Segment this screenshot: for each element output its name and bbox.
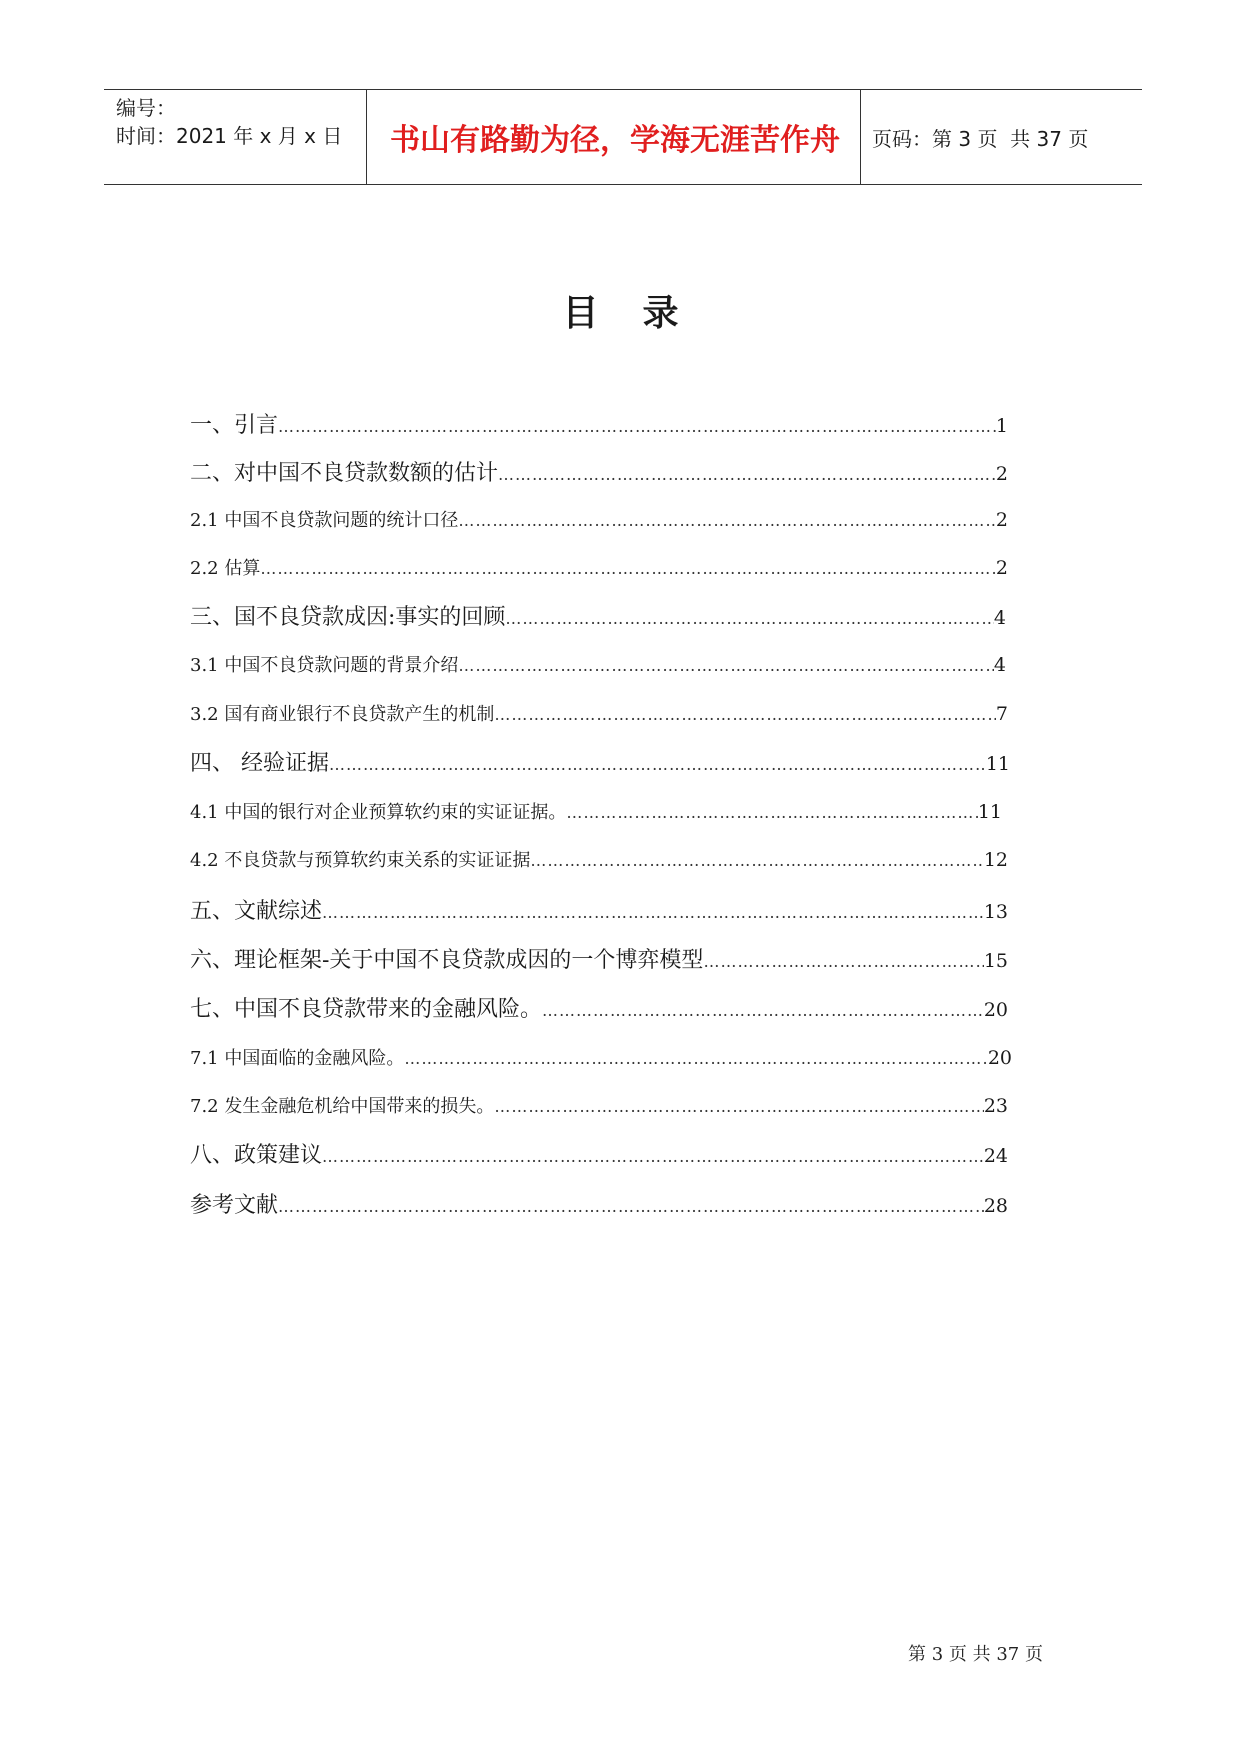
header-divider <box>366 90 367 184</box>
dot-leader <box>322 1147 984 1166</box>
toc-entry-page: 12 <box>983 849 1008 871</box>
dot-leader <box>458 656 994 675</box>
toc-entry[interactable] <box>190 746 1010 777</box>
header-divider <box>860 90 861 184</box>
toc-entry[interactable] <box>190 600 1006 631</box>
toc-entry-page: 1 <box>995 415 1008 437</box>
dot-leader <box>530 851 983 870</box>
toc-entry-title: 7.1 中国面临的金融风险。 <box>190 1048 405 1069</box>
header-page-info: 页码：第 3 页 共 37 页 <box>872 126 1089 151</box>
page-footer: 第 3 页 共 37 页 <box>908 1644 1043 1665</box>
toc-entry[interactable] <box>190 456 1008 487</box>
header-motto: 书山有路勤为径，学海无涯苦作舟 <box>390 123 840 158</box>
toc-entry-page: 2 <box>995 509 1008 531</box>
dot-leader <box>458 511 996 530</box>
toc-entry-page: 23 <box>983 1095 1008 1117</box>
toc-entry-page: 24 <box>983 1145 1008 1167</box>
toc-entry[interactable] <box>190 1092 1008 1118</box>
toc-entry-page: 2 <box>995 557 1008 579</box>
serial-label: 编号： <box>116 96 176 120</box>
toc-entry-title: 4.1 中国的银行对企业预算软约束的实证证据。 <box>190 802 567 823</box>
dot-leader <box>703 952 983 971</box>
toc-entry[interactable] <box>190 700 1008 726</box>
dot-leader <box>322 903 984 922</box>
page-title: 目录 <box>562 293 723 334</box>
toc-entry-title: 3.2 国有商业银行不良贷款产生的机制 <box>190 704 495 725</box>
dot-leader <box>329 755 986 774</box>
toc-entry[interactable] <box>190 506 1008 532</box>
dot-leader <box>278 417 996 436</box>
toc-entry-page: 4 <box>993 654 1006 676</box>
toc-entry[interactable] <box>190 554 1008 580</box>
toc-entry-title: 五、文献综述 <box>190 899 323 924</box>
toc-entry-title: 六、理论框架-关于中国不良贷款成因的一个博弈模型 <box>190 948 704 973</box>
toc-entry-title: 七、中国不良贷款带来的金融风险。 <box>190 997 543 1022</box>
dot-leader <box>494 1097 983 1116</box>
toc-entry[interactable] <box>190 798 1002 824</box>
toc-entry-page: 15 <box>983 950 1008 972</box>
toc-entry-title: 三、国不良贷款成因:事实的回顾 <box>190 605 506 630</box>
toc-entry[interactable] <box>190 846 1008 872</box>
toc-entry-title: 八、政策建议 <box>190 1143 323 1168</box>
dot-leader <box>542 1001 984 1020</box>
toc-entry[interactable] <box>190 651 1006 677</box>
dot-leader <box>260 559 996 578</box>
toc-entry-title: 二、对中国不良贷款数额的估计 <box>190 461 499 486</box>
toc-entry-page: 20 <box>983 999 1008 1021</box>
toc-entry[interactable] <box>190 408 1008 439</box>
toc-entry[interactable] <box>190 943 1008 974</box>
toc-entry[interactable] <box>190 894 1008 925</box>
toc-entry-page: 20 <box>987 1047 1012 1069</box>
toc-entry-page: 13 <box>983 901 1008 923</box>
toc-entry[interactable] <box>190 1044 1012 1070</box>
header-meta <box>116 94 342 150</box>
toc-entry[interactable] <box>190 1138 1008 1169</box>
dot-leader <box>566 803 977 822</box>
toc-entry-title: 2.2 估算 <box>190 558 261 579</box>
dot-leader <box>278 1197 984 1216</box>
dot-leader <box>494 705 996 724</box>
toc-entry-title: 2.1 中国不良贷款问题的统计口径 <box>190 510 459 531</box>
toc-entry-title: 一、引言 <box>190 413 279 438</box>
toc-entry[interactable] <box>190 992 1008 1023</box>
toc-entry-title: 四、 经验证据 <box>190 751 329 776</box>
toc-entry-title: 3.1 中国不良贷款问题的背景介绍 <box>190 655 459 676</box>
toc-entry-title: 4.2 不良贷款与预算软约束关系的实证证据 <box>190 850 531 871</box>
dot-leader <box>404 1049 987 1068</box>
dot-leader <box>498 465 996 484</box>
dot-leader <box>505 609 993 628</box>
toc-entry-page: 4 <box>993 607 1006 629</box>
date-label: 时间：2021 年 x 月 x 日 <box>116 124 343 148</box>
toc-entry-page: 2 <box>995 463 1008 485</box>
toc-entry-page: 28 <box>983 1195 1008 1217</box>
toc-entry-page: 11 <box>985 753 1010 775</box>
toc-entry-page: 11 <box>977 801 1002 823</box>
toc-entry-title: 参考文献 <box>190 1193 279 1218</box>
toc-entry-title: 7.2 发生金融危机给中国带来的损失。 <box>190 1096 495 1117</box>
toc-entry[interactable] <box>190 1188 1008 1219</box>
page-header <box>104 89 1142 185</box>
toc-entry-page: 7 <box>995 703 1008 725</box>
